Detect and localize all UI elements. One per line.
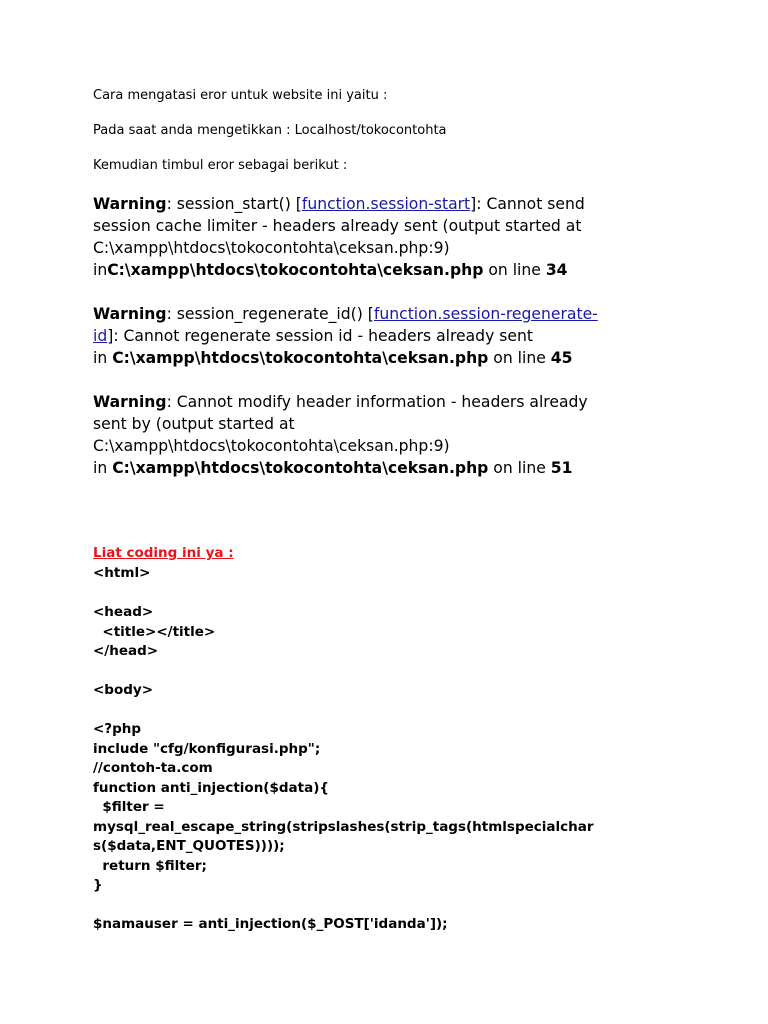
code-line: <body> xyxy=(93,682,154,698)
warning-label: Warning xyxy=(93,195,167,213)
line-number: 51 xyxy=(550,459,573,477)
warning-2-line-3: in C:\xampp\htdocs\tokocontohta\ceksan.php on line 45 xyxy=(93,349,573,367)
warning-1-line-2: session cache limiter - headers already sent (output started at xyxy=(93,217,582,235)
code-line xyxy=(93,662,594,682)
code-line: <?php xyxy=(93,721,142,737)
code-line: $namauser = anti_injection($_POST['idanda']); xyxy=(93,916,448,932)
code-line: <title></title> xyxy=(93,623,216,640)
code-line xyxy=(93,701,594,721)
file-path: C:\xampp\htdocs\tokocontohta\ceksan.php xyxy=(107,261,484,279)
code-line: s($data,ENT_QUOTES)))); xyxy=(93,838,285,854)
code-line: include "cfg/konfigurasi.php"; xyxy=(93,740,321,757)
warning-3-line-1: Warning: Cannot modify header information - headers already xyxy=(93,393,588,411)
function-link-cont[interactable]: id xyxy=(93,327,108,345)
warning-1-line-4: inC:\xampp\htdocs\tokocontohta\ceksan.php on line 34 xyxy=(93,261,568,279)
code-line: function anti_injection($data){ xyxy=(93,779,329,796)
warning-3-line-4: in C:\xampp\htdocs\tokocontohta\ceksan.php on line 51 xyxy=(93,459,573,477)
code-line: mysql_real_escape_string(stripslashes(strip_tags(htmlspecialchar xyxy=(93,818,594,835)
function-link[interactable]: function.session-start xyxy=(301,195,471,213)
code-line xyxy=(93,584,594,604)
code-line: } xyxy=(93,877,103,893)
code-line: <html> xyxy=(93,565,151,581)
warning-label: Warning xyxy=(93,393,167,411)
intro-line-2: Pada saat anda mengetikkan : Localhost/tokocontohta xyxy=(93,123,447,138)
code-line: </head> xyxy=(93,643,159,659)
line-number: 34 xyxy=(545,261,568,279)
warning-3-line-2: sent by (output started at xyxy=(93,415,295,433)
code-line: $filter = xyxy=(93,799,165,815)
code-line: //contoh-ta.com xyxy=(93,760,213,776)
warning-2-line-2: id]: Cannot regenerate session id - headers already sent xyxy=(93,327,533,345)
warning-label: Warning xyxy=(93,305,167,323)
function-link[interactable]: function.session-regenerate- xyxy=(373,305,598,323)
warning-1-line-1: Warning: session_start() [function.session-start]: Cannot send xyxy=(93,195,585,213)
code-line xyxy=(93,896,594,916)
code-line: <head> xyxy=(93,604,154,620)
file-path: C:\xampp\htdocs\tokocontohta\ceksan.php xyxy=(112,459,489,477)
code-block xyxy=(93,564,594,935)
intro-line-1: Cara mengatasi eror untuk website ini yaitu : xyxy=(93,88,388,103)
intro-line-3: Kemudian timbul eror sebagai berikut : xyxy=(93,158,348,173)
code-line: return $filter; xyxy=(93,857,207,874)
warning-1-line-3: C:\xampp\htdocs\tokocontohta\ceksan.php:9) xyxy=(93,239,450,257)
warning-2-line-1: Warning: session_regenerate_id() [function.session-regenerate- xyxy=(93,305,598,323)
code-heading: Liat coding ini ya : xyxy=(93,545,234,561)
line-number: 45 xyxy=(550,349,573,367)
warning-3-line-3: C:\xampp\htdocs\tokocontohta\ceksan.php:9) xyxy=(93,437,450,455)
file-path: C:\xampp\htdocs\tokocontohta\ceksan.php xyxy=(112,349,489,367)
